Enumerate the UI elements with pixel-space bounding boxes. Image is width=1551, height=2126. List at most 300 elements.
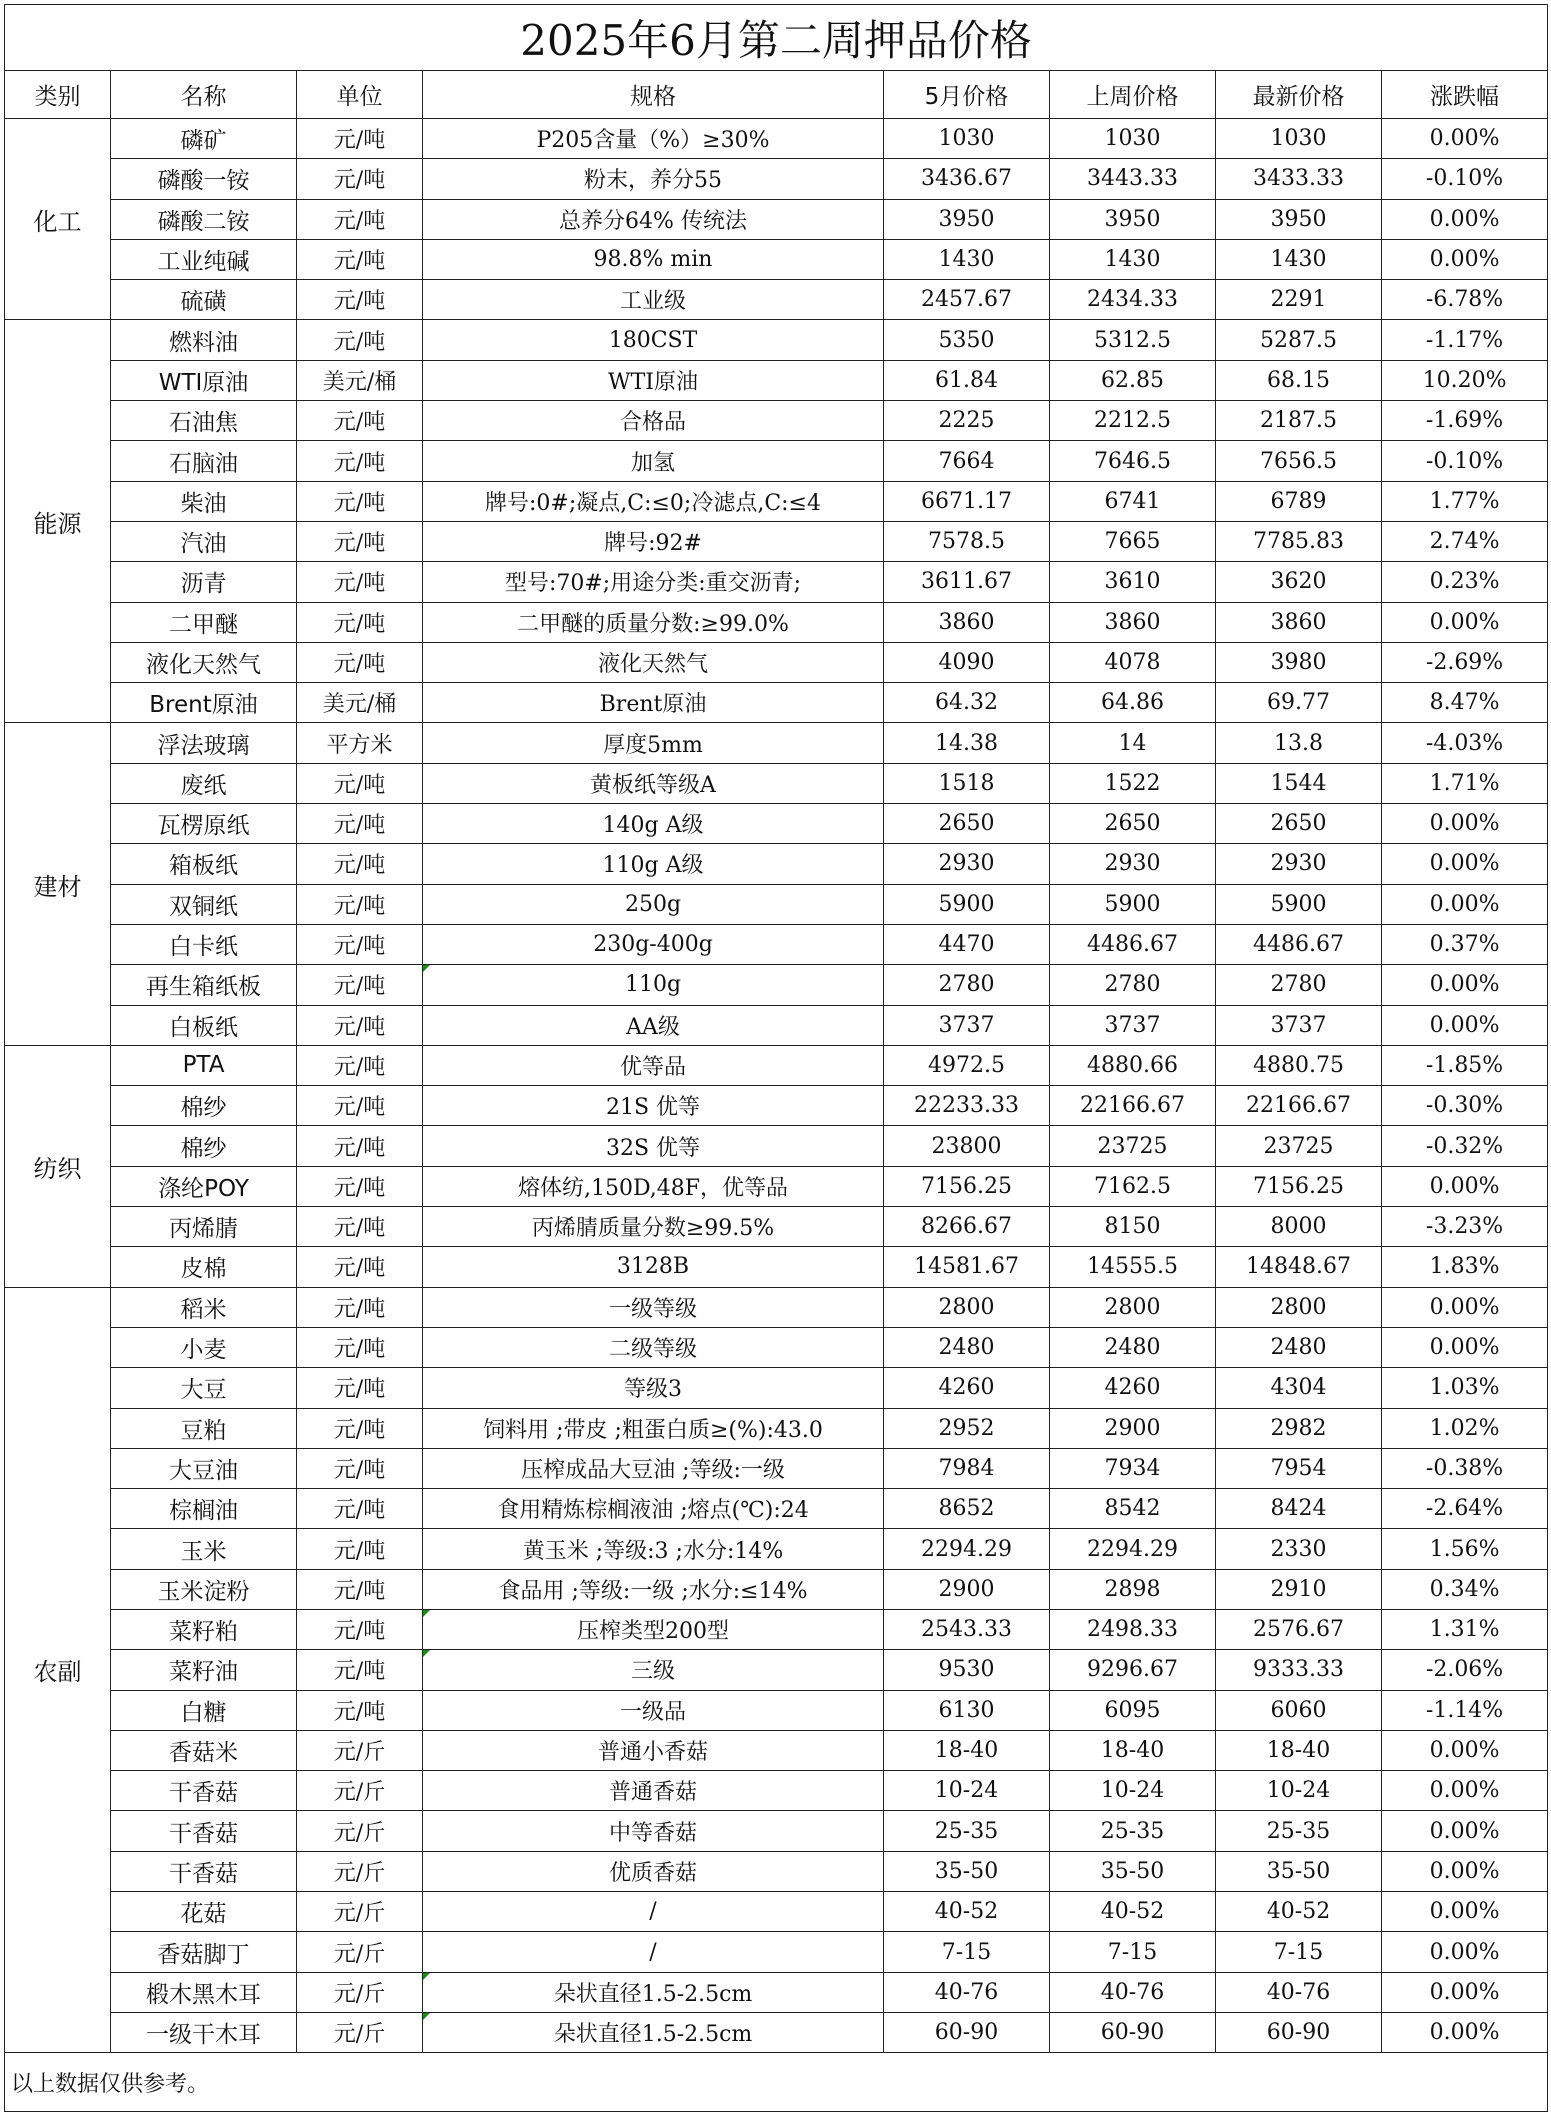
spec-cell: [423, 199, 884, 239]
last-week-price-cell: [1050, 804, 1216, 844]
spec-cell-text: 型号:70#;用途分类:重交沥青;: [504, 571, 802, 597]
table-row: [5, 1892, 1548, 1932]
latest-price-cell: [1216, 723, 1382, 763]
item-name-cell: [111, 320, 297, 360]
spec-cell: [423, 1448, 884, 1488]
item-name-cell-text: 瓦楞原纸: [157, 813, 250, 840]
may-price-cell-text: 7156.25: [921, 1173, 1012, 1199]
change-cell: [1382, 1126, 1548, 1166]
spec-cell-text: 饲料用 ;带皮 ;粗蛋白质≥(%):43.0: [483, 1417, 823, 1443]
may-price-cell-text: 2480: [938, 1335, 995, 1361]
table-row: [5, 360, 1548, 400]
header-may-price: 5月价格: [884, 71, 1050, 119]
may-price-cell: [884, 1972, 1050, 2012]
may-price-cell-text: 4090: [938, 650, 995, 675]
latest-price-cell-text: 40-76: [1266, 1979, 1331, 2005]
unit-cell-text: 美元/桶: [322, 369, 397, 395]
latest-price-cell-text: 22166.67: [1246, 1093, 1351, 1119]
unit-cell-text: 元/吨: [333, 410, 386, 436]
last-week-price-cell-text: 2900: [1104, 1415, 1161, 1441]
unit-cell-text: 元/吨: [333, 1135, 386, 1161]
unit-cell: [297, 199, 423, 239]
unit-cell-text: 元/吨: [333, 208, 386, 234]
change-cell-text: -0.10%: [1425, 448, 1504, 474]
last-week-price-cell: [1050, 199, 1216, 239]
may-price-cell: [884, 239, 1050, 279]
spec-cell: [423, 804, 884, 844]
last-week-price-cell: [1050, 763, 1216, 803]
last-week-price-cell-text: 14555.5: [1087, 1254, 1178, 1280]
latest-price-cell-text: 13.8: [1274, 730, 1323, 756]
spec-cell-text: /: [649, 1939, 657, 1965]
change-cell-text: 0.00%: [1429, 1294, 1500, 1320]
last-week-price-cell-text: 4486.67: [1087, 932, 1178, 958]
spec-cell: [423, 1569, 884, 1609]
spec-cell-text: 食用精炼棕榈液油 ;熔点(℃):24: [497, 1498, 809, 1524]
last-week-price-cell-text: 2930: [1104, 851, 1161, 877]
unit-cell: [297, 602, 423, 642]
latest-price-cell: [1216, 1650, 1382, 1690]
may-price-cell: [884, 360, 1050, 400]
last-week-price-cell: [1050, 239, 1216, 279]
unit-cell: [297, 844, 423, 884]
table-row: [5, 924, 1548, 964]
header-unit: 单位: [297, 71, 423, 119]
unit-cell-text: 元/吨: [333, 1256, 386, 1282]
item-name-cell-text: 涤纶POY: [158, 1175, 249, 1202]
last-week-price-cell-text: 7934: [1104, 1455, 1161, 1481]
may-price-cell: [884, 1045, 1050, 1085]
latest-price-cell-text: 4880.75: [1253, 1052, 1344, 1078]
last-week-price-cell-text: 40-76: [1100, 1979, 1165, 2005]
change-cell-text: -2.64%: [1425, 1496, 1504, 1522]
latest-price-cell: [1216, 1207, 1382, 1247]
may-price-cell-text: 3737: [938, 1012, 995, 1038]
change-cell-text: -2.69%: [1425, 650, 1504, 675]
table-row: [5, 199, 1548, 239]
may-price-cell: [884, 1448, 1050, 1488]
unit-cell: [297, 1932, 423, 1972]
table-row: [5, 1609, 1548, 1649]
spec-cell-text: 工业级: [619, 289, 686, 315]
item-name-cell-text: 香菇米: [169, 1740, 238, 1767]
item-name-cell-text: 玉米淀粉: [157, 1578, 250, 1605]
unit-cell: [297, 239, 423, 279]
change-cell: [1382, 1327, 1548, 1367]
latest-price-cell: [1216, 239, 1382, 279]
change-cell-text: -1.69%: [1425, 408, 1504, 434]
unit-cell: [297, 1690, 423, 1730]
table-row: [5, 1368, 1548, 1408]
last-week-price-cell: [1050, 1368, 1216, 1408]
may-price-cell-text: 2650: [938, 811, 995, 837]
change-cell: [1382, 1086, 1548, 1126]
unit-cell-text: 元/斤: [333, 1901, 386, 1927]
item-name-cell: [111, 1368, 297, 1408]
change-cell: [1382, 1972, 1548, 2012]
last-week-price-cell-text: 4260: [1104, 1375, 1161, 1401]
may-price-cell: [884, 723, 1050, 763]
spec-cell: [423, 1086, 884, 1126]
unit-cell: [297, 1005, 423, 1045]
change-cell-text: -3.23%: [1425, 1214, 1504, 1240]
last-week-price-cell: [1050, 481, 1216, 521]
unit-cell-text: 元/吨: [333, 1337, 386, 1363]
item-name-cell-text: 双铜纸: [169, 893, 238, 920]
change-cell: [1382, 1851, 1548, 1891]
may-price-cell-text: 3436.67: [921, 166, 1012, 192]
last-week-price-cell: [1050, 1448, 1216, 1488]
unit-cell: [297, 441, 423, 481]
spec-cell-text: 二甲醚的质量分数:≥99.0%: [517, 611, 789, 637]
spec-cell-text: 140g A级: [602, 813, 704, 839]
item-name-cell-text: 燃料油: [169, 329, 238, 356]
latest-price-cell: [1216, 1287, 1382, 1327]
spec-cell-text: 压榨成品大豆油 ;等级:一级: [521, 1457, 785, 1483]
last-week-price-cell: [1050, 723, 1216, 763]
item-name-cell: [111, 1609, 297, 1649]
change-cell: [1382, 239, 1548, 279]
unit-cell: [297, 1287, 423, 1327]
unit-cell-text: 元/吨: [333, 289, 386, 315]
may-price-cell-text: 7664: [938, 448, 995, 474]
change-cell: [1382, 562, 1548, 602]
latest-price-cell-text: 2291: [1270, 287, 1327, 313]
change-cell-text: 0.37%: [1429, 932, 1500, 958]
change-cell: [1382, 1811, 1548, 1851]
item-name-cell-text: 一级干木耳: [146, 2022, 261, 2049]
spec-cell-text: 21S 优等: [605, 1095, 701, 1121]
unit-cell-text: 元/吨: [333, 128, 386, 154]
item-name-cell-text: 菜籽粕: [169, 1619, 238, 1646]
change-cell-text: 0.00%: [1429, 1939, 1500, 1965]
may-price-cell: [884, 159, 1050, 199]
unit-cell: [297, 924, 423, 964]
latest-price-cell-text: 10-24: [1266, 1778, 1331, 1804]
may-price-cell-text: 4470: [938, 932, 995, 958]
last-week-price-cell: [1050, 1529, 1216, 1569]
item-name-cell: [111, 159, 297, 199]
unit-cell-text: 元/吨: [333, 329, 386, 355]
change-cell: [1382, 199, 1548, 239]
may-price-cell: [884, 1368, 1050, 1408]
may-price-cell: [884, 1408, 1050, 1448]
unit-cell-text: 元/吨: [333, 1659, 386, 1685]
change-cell-text: 0.00%: [1429, 1899, 1500, 1925]
spec-cell-text: 食品用 ;等级:一级 ;水分:≤14%: [498, 1578, 808, 1604]
unit-cell: [297, 683, 423, 723]
latest-price-cell: [1216, 521, 1382, 561]
table-row: [5, 1448, 1548, 1488]
last-week-price-cell: [1050, 1166, 1216, 1206]
item-name-cell-text: 大豆油: [169, 1457, 238, 1484]
change-cell: [1382, 401, 1548, 441]
unit-cell: [297, 723, 423, 763]
unit-cell: [297, 159, 423, 199]
last-week-price-cell: [1050, 119, 1216, 159]
spec-cell-text: 粉末，养分55: [584, 168, 722, 194]
last-week-price-cell: [1050, 159, 1216, 199]
last-week-price-cell-text: 6741: [1104, 488, 1161, 514]
last-week-price-cell: [1050, 1408, 1216, 1448]
may-price-cell-text: 4972.5: [928, 1052, 1005, 1078]
last-week-price-cell: [1050, 1811, 1216, 1851]
may-price-cell: [884, 924, 1050, 964]
spec-cell-text: 250g: [624, 891, 682, 917]
last-week-price-cell-text: 5900: [1104, 891, 1161, 917]
latest-price-cell: [1216, 1690, 1382, 1730]
change-cell: [1382, 1207, 1548, 1247]
may-price-cell: [884, 1489, 1050, 1529]
latest-price-cell-text: 1030: [1270, 126, 1327, 152]
latest-price-cell: [1216, 844, 1382, 884]
last-week-price-cell-text: 18-40: [1100, 1738, 1165, 1764]
table-row: [5, 1045, 1548, 1085]
unit-cell-text: 元/吨: [333, 450, 386, 476]
spec-cell: [423, 924, 884, 964]
spec-cell: [423, 1771, 884, 1811]
change-cell-text: 0.00%: [1429, 1979, 1500, 2005]
item-name-cell: [111, 119, 297, 159]
item-name-cell: [111, 1207, 297, 1247]
may-price-cell-text: 2952: [938, 1415, 995, 1441]
item-name-cell-text: 汽油: [180, 531, 227, 558]
may-price-cell-text: 2800: [938, 1294, 995, 1320]
item-name-cell: [111, 2012, 297, 2052]
unit-cell-text: 元/吨: [333, 249, 386, 275]
last-week-price-cell: [1050, 562, 1216, 602]
table-row: [5, 239, 1548, 279]
item-name-cell-text: 稻米: [180, 1296, 227, 1323]
item-name-cell-text: 箱板纸: [169, 853, 238, 880]
spec-cell: [423, 1529, 884, 1569]
item-name-cell-text: 硫磺: [180, 289, 227, 316]
change-cell: [1382, 1247, 1548, 1287]
item-name-cell-text: 干香菇: [169, 1820, 238, 1847]
unit-cell-text: 元/吨: [333, 772, 386, 798]
table-row: [5, 2012, 1548, 2052]
may-price-cell: [884, 602, 1050, 642]
spec-cell: [423, 1489, 884, 1529]
last-week-price-cell: [1050, 924, 1216, 964]
item-name-cell: [111, 1932, 297, 1972]
change-cell: [1382, 1287, 1548, 1327]
unit-cell: [297, 1086, 423, 1126]
last-week-price-cell: [1050, 683, 1216, 723]
latest-price-cell: [1216, 1932, 1382, 1972]
latest-price-cell-text: 3433.33: [1253, 166, 1344, 192]
change-cell: [1382, 2012, 1548, 2052]
unit-cell: [297, 1811, 423, 1851]
last-week-price-cell-text: 2898: [1104, 1576, 1161, 1602]
change-cell: [1382, 1368, 1548, 1408]
change-cell: [1382, 1489, 1548, 1529]
may-price-cell: [884, 1126, 1050, 1166]
latest-price-cell-text: 1544: [1270, 770, 1327, 796]
may-price-cell-text: 3860: [938, 609, 995, 635]
latest-price-cell: [1216, 159, 1382, 199]
spec-cell-text: 一级品: [619, 1699, 686, 1725]
table-row: [5, 159, 1548, 199]
may-price-cell: [884, 1529, 1050, 1569]
spec-cell-text: 3128B: [616, 1254, 690, 1280]
change-cell-text: 0.00%: [1429, 972, 1500, 998]
unit-cell-text: 元/吨: [333, 1175, 386, 1201]
latest-price-cell-text: 3980: [1270, 650, 1327, 675]
item-name-cell-text: 椴木黑木耳: [146, 1981, 261, 2008]
may-price-cell-text: 7-15: [941, 1939, 992, 1965]
last-week-price-cell-text: 7665: [1104, 529, 1161, 555]
item-name-cell-text: 棕榈油: [169, 1498, 238, 1525]
table-row: [5, 1811, 1548, 1851]
unit-cell: [297, 2012, 423, 2052]
change-cell-text: 10.20%: [1422, 367, 1507, 393]
latest-price-cell-text: 2330: [1270, 1536, 1327, 1562]
item-name-cell: [111, 1166, 297, 1206]
change-cell: [1382, 844, 1548, 884]
header-last-week-price: 上周价格: [1050, 71, 1216, 119]
latest-price-cell-text: 68.15: [1267, 367, 1330, 393]
change-cell: [1382, 1650, 1548, 1690]
may-price-cell-text: 3611.67: [921, 569, 1012, 595]
may-price-cell-text: 14.38: [935, 730, 998, 756]
item-name-cell: [111, 1005, 297, 1045]
change-cell-text: 1.31%: [1429, 1617, 1500, 1643]
unit-cell-text: 元/吨: [333, 813, 386, 839]
item-name-cell: [111, 1771, 297, 1811]
unit-cell-text: 元/吨: [333, 1538, 386, 1564]
item-name-cell-text: 豆粕: [180, 1417, 227, 1444]
change-cell-text: 0.00%: [1429, 811, 1500, 837]
may-price-cell: [884, 199, 1050, 239]
last-week-price-cell: [1050, 1207, 1216, 1247]
may-price-cell-text: 1030: [938, 126, 995, 152]
change-cell-text: 1.56%: [1429, 1536, 1500, 1562]
item-name-cell-text: 磷酸二铵: [157, 208, 250, 235]
spec-cell: [423, 1650, 884, 1690]
may-price-cell-text: 2780: [938, 972, 995, 998]
latest-price-cell: [1216, 804, 1382, 844]
may-price-cell: [884, 280, 1050, 320]
item-name-cell: [111, 763, 297, 803]
latest-price-cell: [1216, 401, 1382, 441]
table-row: [5, 1126, 1548, 1166]
unit-cell-text: 元/吨: [333, 1296, 386, 1322]
spec-cell: [423, 1932, 884, 1972]
last-week-price-cell-text: 3610: [1104, 569, 1161, 595]
last-week-price-cell: [1050, 1730, 1216, 1770]
unit-cell: [297, 804, 423, 844]
table-row: [5, 1247, 1548, 1287]
unit-cell: [297, 360, 423, 400]
unit-cell-text: 元/吨: [333, 1417, 386, 1443]
change-cell: [1382, 1448, 1548, 1488]
unit-cell-text: 元/吨: [333, 934, 386, 960]
change-cell: [1382, 1892, 1548, 1932]
item-name-cell-text: 玉米: [180, 1538, 227, 1565]
spec-cell: [423, 1126, 884, 1166]
table-row: [5, 1932, 1548, 1972]
table-row: [5, 1287, 1548, 1327]
table-row: [5, 1529, 1548, 1569]
spec-cell: [423, 1609, 884, 1649]
spec-cell: [423, 401, 884, 441]
spec-cell-text: 黄板纸等级A: [590, 772, 716, 798]
last-week-price-cell: [1050, 360, 1216, 400]
unit-cell-text: 元/斤: [333, 1941, 386, 1967]
unit-cell-text: 元/吨: [333, 531, 386, 557]
table-row: [5, 481, 1548, 521]
may-price-cell-text: 1430: [938, 247, 995, 273]
last-week-price-cell-text: 2480: [1104, 1335, 1161, 1361]
may-price-cell-text: 8266.67: [921, 1214, 1012, 1240]
unit-cell-text: 元/吨: [333, 490, 386, 516]
spec-cell: [423, 562, 884, 602]
last-week-price-cell-text: 2800: [1104, 1294, 1161, 1320]
item-name-cell: [111, 844, 297, 884]
change-cell: [1382, 763, 1548, 803]
item-name-cell-text: 液化天然气: [146, 652, 261, 678]
unit-cell: [297, 481, 423, 521]
last-week-price-cell: [1050, 602, 1216, 642]
may-price-cell: [884, 683, 1050, 723]
change-cell: [1382, 602, 1548, 642]
may-price-cell: [884, 1892, 1050, 1932]
change-cell: [1382, 1005, 1548, 1045]
table-row: [5, 401, 1548, 441]
may-price-cell-text: 10-24: [934, 1778, 999, 1804]
latest-price-cell-text: 2910: [1270, 1576, 1327, 1602]
spec-cell-text: 110g A级: [602, 853, 704, 879]
last-week-price-cell: [1050, 1126, 1216, 1166]
may-price-cell-text: 18-40: [934, 1738, 999, 1764]
unit-cell: [297, 763, 423, 803]
latest-price-cell: [1216, 1005, 1382, 1045]
table-row: [5, 965, 1548, 1005]
may-price-cell-text: 61.84: [935, 367, 998, 393]
category-cell: 化工: [5, 119, 111, 320]
unit-cell-text: 元/斤: [333, 2022, 386, 2048]
item-name-cell: [111, 1851, 297, 1891]
change-cell-text: -1.85%: [1425, 1052, 1504, 1078]
may-price-cell: [884, 1609, 1050, 1649]
item-name-cell: [111, 1972, 297, 2012]
header-latest-price: 最新价格: [1216, 71, 1382, 119]
change-cell: [1382, 723, 1548, 763]
item-name-cell: [111, 1045, 297, 1085]
unit-cell: [297, 1166, 423, 1206]
last-week-price-cell: [1050, 320, 1216, 360]
change-cell-text: 1.71%: [1429, 770, 1500, 796]
may-price-cell-text: 60-90: [934, 2020, 999, 2046]
may-price-cell: [884, 642, 1050, 682]
may-price-cell-text: 7578.5: [928, 529, 1005, 555]
last-week-price-cell-text: 60-90: [1100, 2020, 1165, 2046]
latest-price-cell-text: 2650: [1270, 811, 1327, 837]
item-name-cell: [111, 1569, 297, 1609]
change-cell: [1382, 159, 1548, 199]
item-name-cell-text: 丙烯腈: [169, 1216, 238, 1243]
spec-cell: [423, 1287, 884, 1327]
last-week-price-cell: [1050, 884, 1216, 924]
latest-price-cell-text: 7156.25: [1253, 1173, 1344, 1199]
spec-cell-text: WTI原油: [608, 369, 698, 395]
last-week-price-cell-text: 2434.33: [1087, 287, 1178, 313]
change-cell: [1382, 1690, 1548, 1730]
latest-price-cell-text: 7954: [1270, 1455, 1327, 1481]
spec-cell: [423, 1045, 884, 1085]
last-week-price-cell-text: 6095: [1104, 1697, 1161, 1723]
